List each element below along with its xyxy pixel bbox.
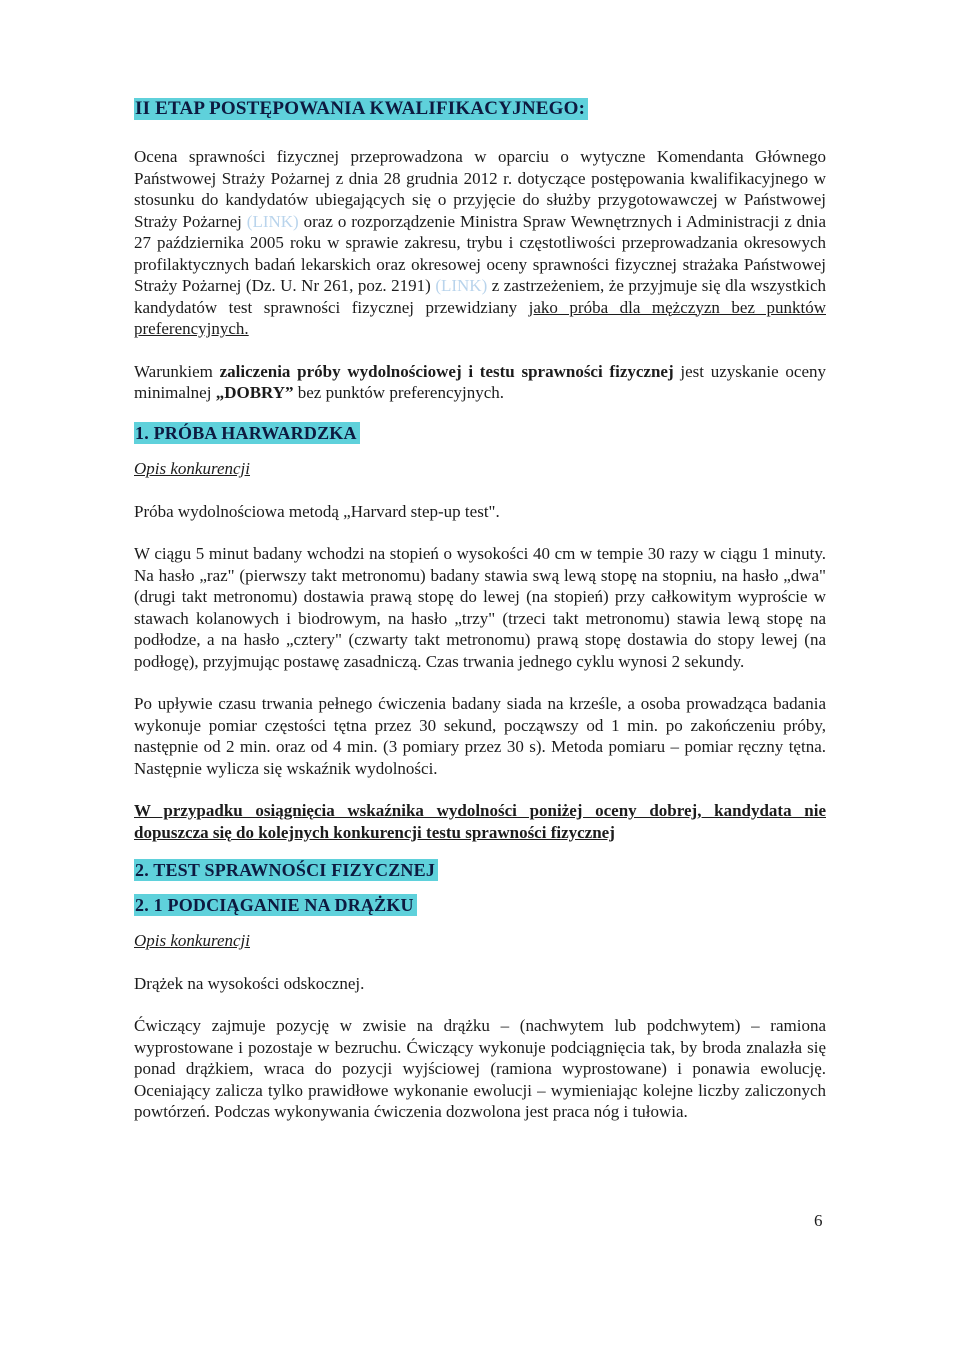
link-2[interactable]: (LINK) bbox=[435, 276, 488, 295]
section1-warning: W przypadku osiągnięcia wskaźnika wydolności poniżej oceny dobrej, kandydata nie dopuszcza się do kolejnych konkurencji testu sprawności fizycznej bbox=[134, 801, 826, 842]
section2-heading: 2. TEST SPRAWNOŚCI FIZYCZNEJ bbox=[134, 859, 438, 881]
section1-heading: 1. PRÓBA HARWARDZKA bbox=[134, 422, 360, 444]
intro-underlined: jako próba dla mężczyzn bez punktów preferencyjnych. bbox=[134, 297, 826, 338]
document-page bbox=[134, 98, 826, 1123]
section2-subheading: Opis konkurencji bbox=[134, 931, 250, 950]
section2-p2: Ćwiczący zajmuje pozycję w zwisie na drążku – (nachwytem lub podchwytem) – ramiona wyprostowane i pozostaje w bezruchu. Ćwiczący wykonuje podciągnięcia tak, by broda znalazła się ponad drążkiem, wraca do pozycji wyjściowej (ramiona wyprostowane) i ponawia ewolucję. Oceniający zalicza tylko prawidłowe wykonanie ewolucji – wymieniając kolejne liczby zaliczonych powtórzeń. Podczas wykonywania ćwiczenia dozwolona jest praca nóg i tułowia. bbox=[134, 1016, 826, 1121]
section1-p1: Próba wydolnościowa metodą „Harvard step-up test". bbox=[134, 501, 500, 521]
intro-paragraph: Ocena sprawności fizycznej przeprowadzona w oparciu o wytyczne Komendanta Głównego Państwowej Straży Pożarnej z dnia 28 grudnia 2012 r. dotyczące postępowania kwalifikacyjnego w stosunku do kandydatów ubiegających się o przyjęcie do służby przygotowawczej w Państwowej Straży Pożarnej (LINK) oraz o rozporządzenie Ministra Spraw Wewnętrznych i Administracji z dnia 27 października 2005 roku w sprawie zakresu, trybu i częstotliwości przeprowadzania okresowych profilaktycznych badań lekarskich oraz okresowej oceny sprawności fizycznej strażaka Państwowej Straży Pożarnej (Dz. U. Nr 261, poz. 2191) (LINK) z zastrzeżeniem, że przyjmuje się dla wszystkich kandydatów test sprawności fizycznej przewidziany jako próba dla mężczyzn bez punktów preferencyjnych. bbox=[134, 147, 826, 338]
main-heading: II ETAP POSTĘPOWANIA KWALIFIKACYJNEGO: bbox=[134, 98, 588, 120]
condition-paragraph: Warunkiem zaliczenia próby wydolnościowej i testu sprawności fizycznej jest uzyskanie oceny minimalnej „DOBRY” bez punktów preferencyjnych. bbox=[134, 361, 826, 402]
section2-sub-heading: 2. 1 PODCIĄGANIE NA DRĄŻKU bbox=[134, 894, 417, 916]
section1-p2: W ciągu 5 minut badany wchodzi na stopień o wysokości 40 cm w tempie 30 razy w ciągu 1 minuty. Na hasło „raz" (pierwszy takt metronomu) badany stawia swą lewą stopę na stopniu, na hasło „dwa" (drugi takt metronomu) dostawia prawą stopę do lewej (na stopień) przy całkowitym wyproście w stawach kolanowych i biodrowym, na hasło „trzy" (trzeci takt metronomu) stawia lewą stopę na podłodze, a na hasło „cztery" (czwarty takt metronomu) prawą stopę dostawia do stopy lewej (na podłogę), przyjmując postawę zasadniczą. Czas trwania jednego cyklu wynosi 2 sekundy. bbox=[134, 544, 826, 671]
link-1[interactable]: (LINK) bbox=[246, 211, 299, 231]
page-number: 6 bbox=[814, 1211, 823, 1230]
section1-p3: Po upływie czasu trwania pełnego ćwiczenia badany siada na krześle, a osoba prowadząca badania wykonuje pomiar częstości tętna przez 30 sekund, począwszy od 1 min. po zakończeniu próby, następnie od 2 min. oraz od 4 min. (3 pomiary przez 30 s). Metoda pomiaru – pomiar ręczny tętna. Następnie wylicza się wskaźnik wydolności. bbox=[134, 694, 826, 778]
section2-p1: Drążek na wysokości odskocznej. bbox=[134, 973, 365, 993]
section1-subheading: Opis konkurencji bbox=[134, 459, 250, 478]
